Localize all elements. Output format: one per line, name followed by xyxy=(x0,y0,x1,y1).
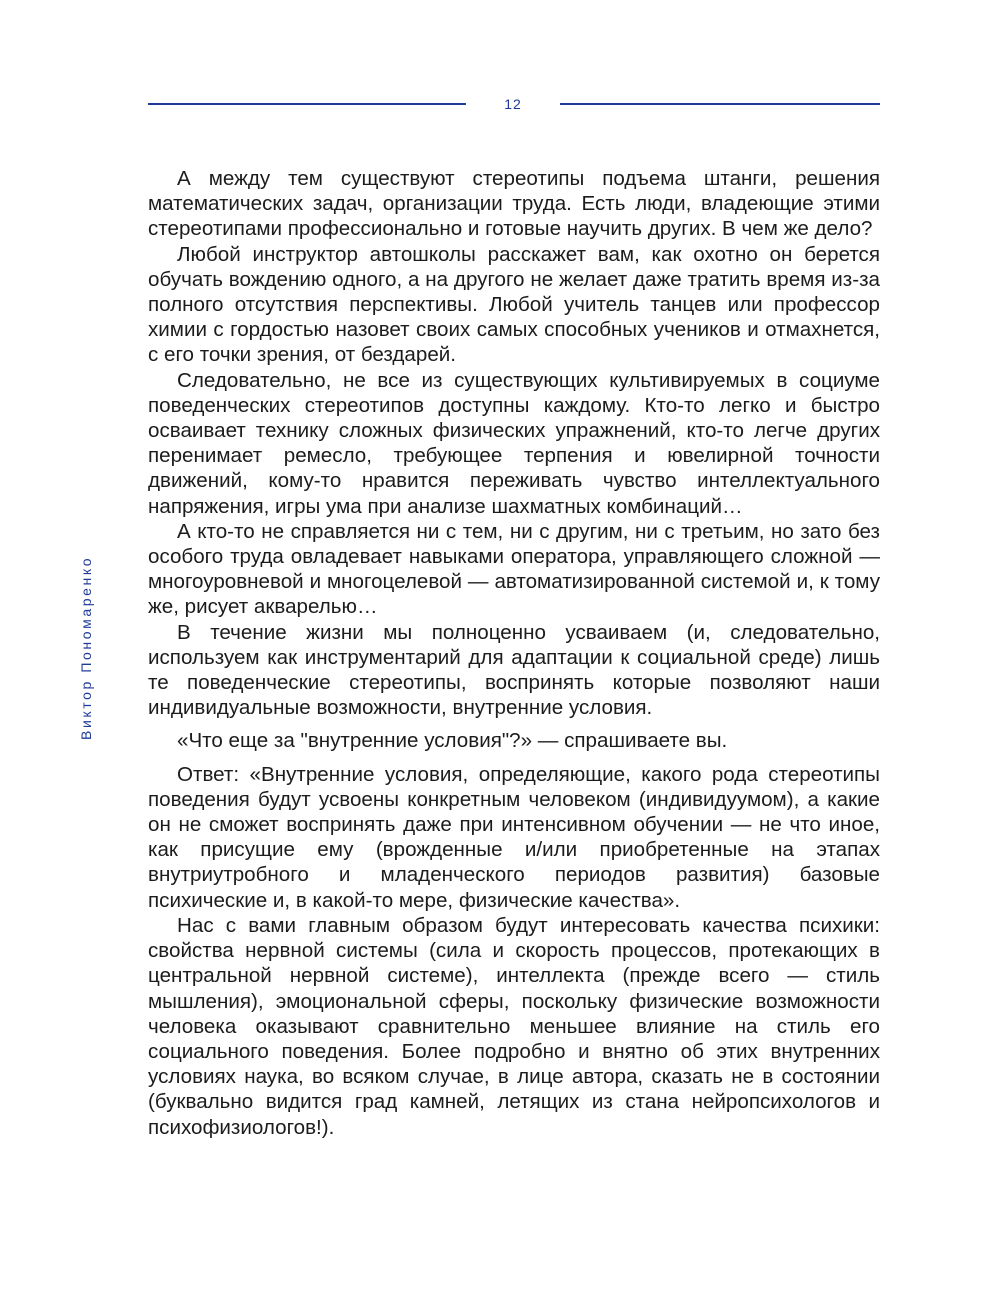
page-number: 12 xyxy=(504,96,522,112)
paragraph-7: Ответ: «Внутренние условия, определяющие, какого рода стереотипы поведения будут усвоены конкретным человеком (индивидуумом), а какие он не сможет воспринять даже при интенсивном обучении — не что иное, как присущие ему (врожденные и/или приобретенные на этапах внутриутробного и младенческого периодов развития) базовые психические и, в какой-то мере, физические качества». xyxy=(148,762,880,912)
paragraph-5: В течение жизни мы полноценно усваиваем (и, следовательно, используем как инструментарий для адаптации к социальной среде) лишь те поведенческие стереотипы, воспринять которые позволяют наши индивидуальные возможности, внутренние условия. xyxy=(148,620,880,720)
header-rule-right xyxy=(560,103,880,105)
paragraph-6: «Что еще за "внутренние условия"?» — спрашиваете вы. xyxy=(177,729,728,753)
side-author-label: Виктор Пономаренко xyxy=(78,555,94,740)
paragraph-8: Нас с вами главным образом будут интересовать качества психики: свойства нервной системы (сила и скорость процессов, протекающих в центральной нервной системе), интеллекта (прежде всего — стиль мышления), эмоциональной сферы, поскольку физические возможности человека оказывают сравнительно меньшее влияние на стиль его социального поведения. Более подробно и внятно об этих внутренних условиях наука, во всяком случае, в лице автора, сказать не в состоянии (буквально видится град камней, летящих из стана нейропсихологов и психофизиологов!). xyxy=(148,913,880,1139)
paragraph-1: А между тем существуют стереотипы подъема штанги, решения математических задач, организации труда. Есть люди, владеющие этими стереотипами профессионально и готовые научить других. В чем же дело? xyxy=(148,167,880,241)
body-text xyxy=(148,166,880,1140)
paragraph-3: Следовательно, не все из существующих культивируемых в социуме поведенческих стереотипов доступны каждому. Кто-то легко и быстро осваивает технику сложных физических упражнений, кто-то легче других перенимает ремесло, требующее терпения и ювелирной точности движений, кому-то нравится переживать чувство интеллектуального напряжения, игры ума при анализе шахматных комбинаций… xyxy=(148,368,880,518)
paragraph-4: А кто-то не справляется ни с тем, ни с другим, ни с третьим, но зато без особого труда овладевает навыками оператора, управляющего сложной — многоуровневой и многоцелевой — автоматизированной системой и, к тому же, рисует акварелью… xyxy=(148,519,880,619)
paragraph-2: Любой инструктор автошколы расскажет вам, как охотно он берется обучать вождению одного, а на другого не желает даже тратить время из-за полного отсутствия перспективы. Любой учитель танцев или профессор химии с гордостью назовет своих самых способных учеников и отмахнется, с его точки зрения, от бездарей. xyxy=(148,242,880,367)
header-rule-left xyxy=(148,103,466,105)
